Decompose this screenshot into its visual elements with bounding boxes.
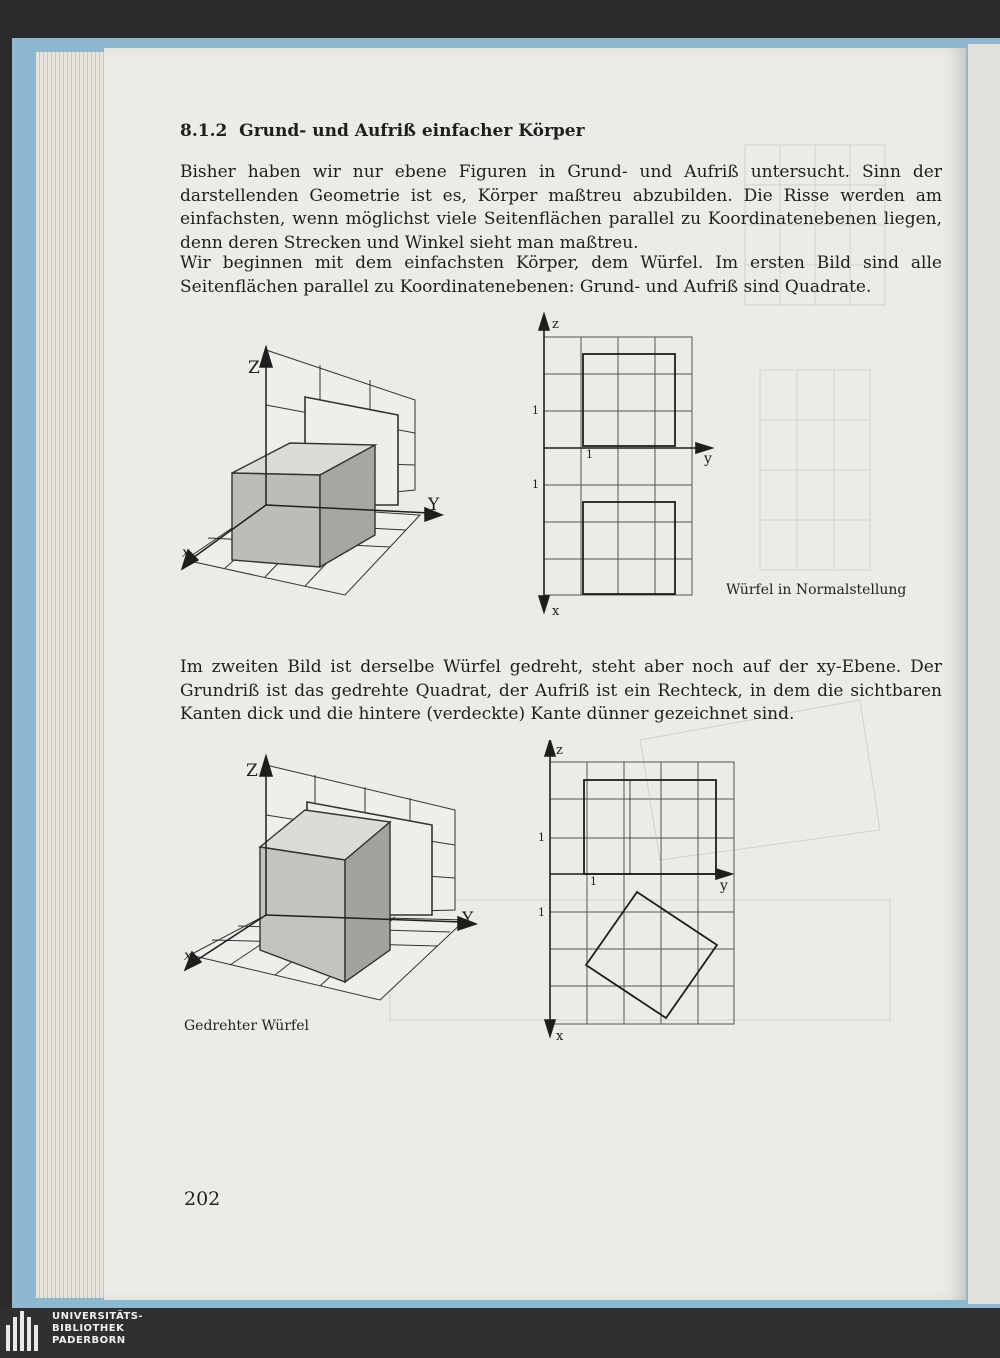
- projection-grid: [544, 337, 692, 595]
- figure2-projection: [520, 740, 740, 1045]
- paragraph-cube: Wir beginnen mit dem einfachsten Körper, dem Würfel. Im ersten Bild sind alle Seitenflächen parallel zu Koordinatenebenen: Grund- und Aufriß sind Quadrate.: [180, 253, 942, 297]
- axis-label-z: Z: [248, 358, 260, 378]
- axis-label-z: Z: [246, 761, 258, 781]
- tick-one-z: 1: [532, 404, 539, 417]
- aufriss-rectangle: [584, 780, 716, 874]
- library-name-line2: BIBLIOTHEK: [52, 1323, 125, 1334]
- section-title: Grund- und Aufriß einfacher Körper: [239, 121, 585, 141]
- label-z: z: [552, 317, 559, 332]
- projection-grid: [550, 762, 734, 1024]
- grundriss-square: [583, 502, 675, 594]
- tick-one-y: 1: [590, 875, 597, 888]
- z-axis-arrow: [539, 314, 549, 330]
- axis-label-y: Y: [428, 495, 440, 515]
- figure1-projection: [520, 310, 720, 620]
- label-z: z: [556, 743, 563, 758]
- tick-one-y: 1: [586, 448, 593, 461]
- x-axis-arrow: [545, 1020, 555, 1036]
- grundriss-rotated-square: [586, 892, 717, 1018]
- paragraph-intro: Bisher haben wir nur ebene Figuren in Grund- und Aufriß untersucht. Sinn der darstellenden Geometrie ist es, Körper maßtreu abzubilden. Die Risse werden am einfachsten, wenn möglichst viele Seitenflächen parallel zu Koordinatenebenen liegen, denn deren Strecken und Winkel sieht man maßtreu.: [180, 162, 942, 253]
- axis-label-x: x: [184, 948, 192, 964]
- x-axis-arrow: [539, 596, 549, 612]
- tick-one-z: 1: [538, 831, 545, 844]
- scan-footer: [0, 1308, 1000, 1358]
- figure2-cube-3d: [170, 750, 480, 1015]
- section-heading: [180, 121, 585, 141]
- figure1-caption: Würfel in Normalstellung: [726, 582, 907, 598]
- aufriss-square: [583, 354, 675, 446]
- tick-one-x: 1: [538, 906, 545, 919]
- library-name-line1: UNIVERSITÄTS-: [52, 1311, 144, 1322]
- label-y: y: [720, 878, 728, 894]
- library-logo-icon: [6, 1311, 46, 1351]
- library-name-line3: PADERBORN: [52, 1335, 126, 1346]
- axis-label-x: x: [182, 545, 190, 561]
- z-axis-arrow: [545, 740, 555, 756]
- tick-one-x: 1: [532, 478, 539, 491]
- paragraph-rotated: Im zweiten Bild ist derselbe Würfel gedreht, steht aber noch auf der xy-Ebene. Der Grundriß ist das gedrehte Quadrat, der Aufriß ist ein Rechteck, in dem die sichtbaren Kanten dick und die hintere (verdeckte) Kante dünner gezeichnet sind.: [180, 657, 942, 725]
- label-x: x: [556, 1029, 564, 1044]
- figure2-caption: Gedrehter Würfel: [184, 1018, 309, 1034]
- figure1-cube-3d: [170, 345, 470, 605]
- section-number: 8.1.2: [180, 121, 228, 141]
- label-x: x: [552, 604, 560, 619]
- axis-label-y: Y: [462, 909, 474, 929]
- label-y: y: [704, 451, 712, 467]
- page-number: 202: [184, 1188, 221, 1210]
